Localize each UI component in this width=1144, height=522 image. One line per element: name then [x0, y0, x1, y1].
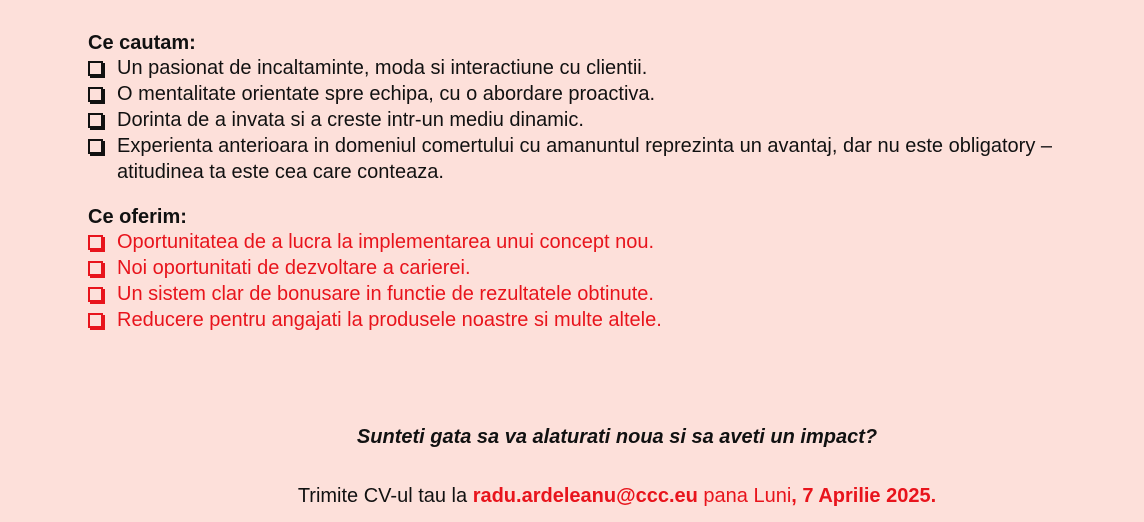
checkbox-icon [88, 87, 103, 102]
looking-for-heading: Ce cautam: [88, 32, 196, 54]
we-offer-list [88, 229, 1144, 333]
checkbox-icon [88, 139, 103, 154]
list-item-text: Noi oportunitati de dezvoltare a carierei. [117, 257, 471, 279]
list-item-text: O mentalitate orientate spre echipa, cu o abordare proactiva. [117, 83, 656, 105]
list-item [88, 55, 1127, 81]
looking-for-list [88, 55, 1144, 185]
checkbox-icon [88, 235, 103, 250]
list-item-text: Un sistem clar de bonusare in functie de rezultatele obtinute. [117, 283, 654, 305]
list-item [88, 229, 1127, 255]
call-to-action: Sunteti gata sa va alaturati noua si sa aveti un impact? [356, 426, 878, 448]
contact-deadline-prefix: pana Luni [697, 485, 792, 507]
list-item [88, 133, 1127, 185]
list-item [88, 255, 1127, 281]
contact-deadline-date: , 7 Aprilie 2025. [791, 485, 937, 507]
list-item [88, 281, 1127, 307]
checkbox-icon [88, 261, 103, 276]
checkbox-icon [88, 113, 103, 128]
section-spacer [88, 185, 1144, 205]
we-offer-heading: Ce oferim: [88, 206, 187, 228]
checkbox-icon [88, 287, 103, 302]
list-item-text: Oportunitatea de a lucra la implementarea unui concept nou. [117, 231, 655, 253]
contact-prefix: Trimite CV-ul tau la [297, 485, 473, 507]
list-item-text: Reducere pentru angajati la produsele noastre si multe altele. [117, 309, 662, 331]
list-item-text: Dorinta de a invata si a creste intr-un mediu dinamic. [117, 109, 584, 131]
contact-email-link[interactable]: radu.ardeleanu@ccc.eu [472, 485, 698, 507]
list-item-text: Un pasionat de incaltaminte, moda si interactiune cu clientii. [117, 57, 648, 79]
contact-line [0, 484, 1144, 508]
list-item [88, 81, 1127, 107]
list-item-text: Experienta anterioara in domeniul comertului cu amanuntul reprezinta un avantaj, dar nu este obligatory – atitudinea ta este cea care conteaza. [117, 135, 1052, 183]
checkbox-icon [88, 61, 103, 76]
list-item [88, 107, 1127, 133]
checkbox-icon [88, 313, 103, 328]
list-item [88, 307, 1127, 333]
